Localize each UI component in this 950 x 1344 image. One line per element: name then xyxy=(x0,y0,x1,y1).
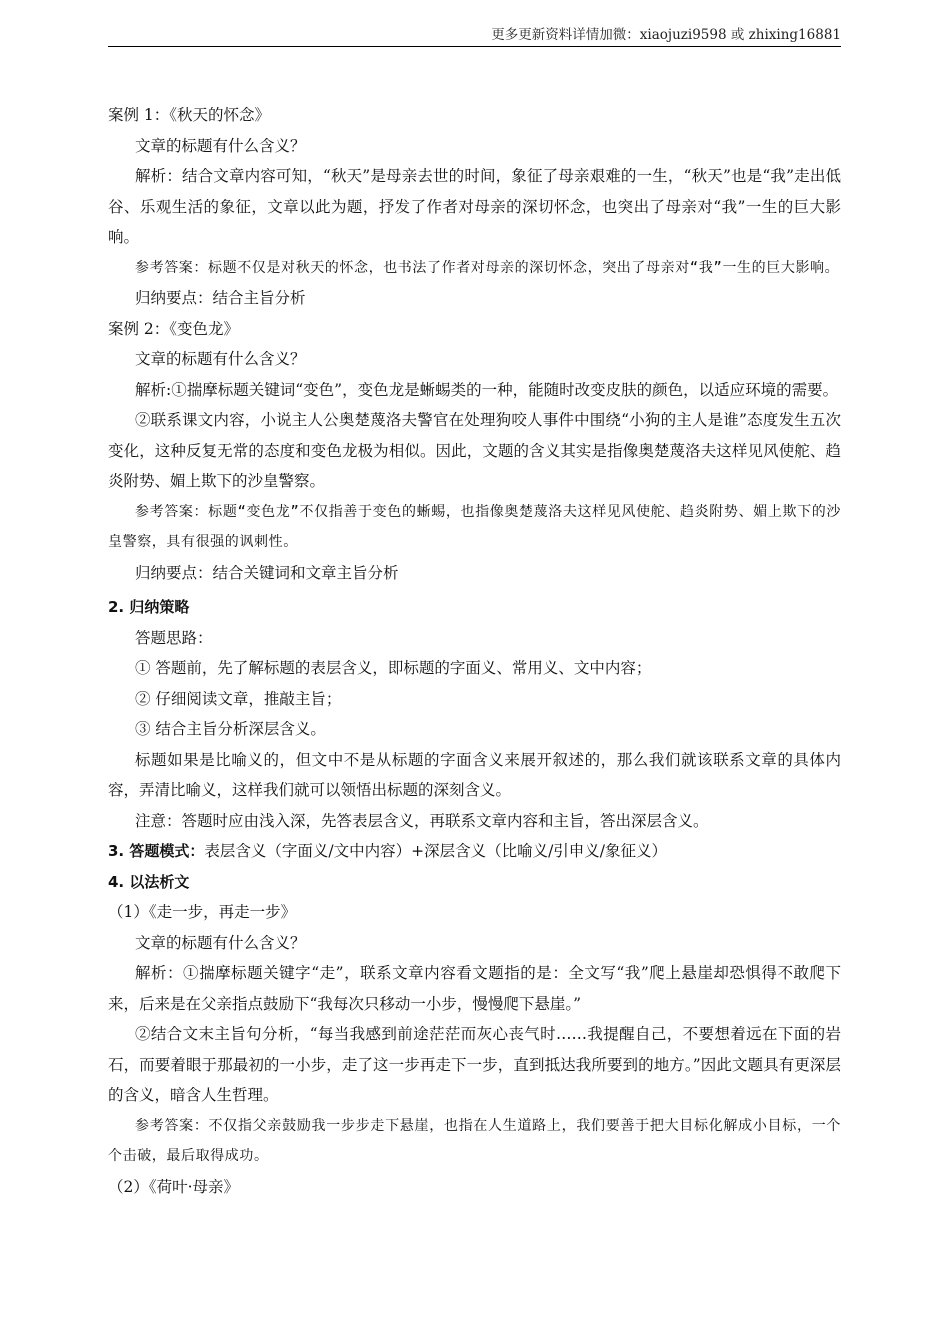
section3-line xyxy=(108,836,841,867)
section2-heading: 2. 归纳策略 xyxy=(108,598,190,616)
section4-item2-title: （2）《荷叶·母亲》 xyxy=(108,1177,240,1196)
section4-item1-analysis-1: 解析：①揣摩标题关键字“走”，联系文章内容看文题指的是：全文写“我”爬上悬崖却恐惧得不敢爬下来，后来是在父亲指点鼓励下“我每次只移动一小步，慢慢爬下悬崖。” xyxy=(108,964,841,1013)
header-text: 更多更新资料详情加微：xiaojuzi9598 或 zhixing16881 xyxy=(491,27,841,43)
case1-answer: 参考答案：标题不仅是对秋天的怀念，也书法了作者对母亲的深切怀念，突出了母亲对“我”一生的巨大影响。 xyxy=(135,259,840,276)
case2-analysis-1: 解析:①揣摩标题关键词“变色”，变色龙是蜥蜴类的一种，能随时改变皮肤的颜色，以适应环境的需要。 xyxy=(135,380,839,399)
case2-analysis-2: ②联系课文内容，小说主人公奥楚蔑洛夫警官在处理狗咬人事件中围绕“小狗的主人是谁”态度发生五次变化，这种反复无常的态度和变色龙极为相似。因此，文题的含义其实是指像奥楚蔑洛夫这样见风使舵、趋炎附势、媚上欺下的沙皇警察。 xyxy=(108,411,841,490)
section2-step-1: ① 答题前，先了解标题的表层含义，即标题的字面义、常用义、文中内容； xyxy=(135,659,652,677)
document-body xyxy=(108,100,841,1202)
section4-item1-analysis-2: ②结合文末主旨句分析，“每当我感到前途茫茫而灰心丧气时……我提醒自己，不要想着远在下面的岩石，而要着眼于那最初的一小步，走了这一步再走下一步，直到抵达我所要到的地方。”因此文题具有更深层的含义，暗含人生哲理。 xyxy=(108,1025,841,1104)
case2-title: 案例 2：《变色龙》 xyxy=(108,319,240,338)
section4-heading: 4. 以法析文 xyxy=(108,872,190,891)
section2-intro: 答题思路： xyxy=(135,628,213,647)
page-header xyxy=(108,22,841,47)
case2-point: 归纳要点：结合关键词和文章主旨分析 xyxy=(135,563,399,582)
section3-text: 表层含义（字面义/文中内容）+深层含义（比喻义/引申义/象征义） xyxy=(204,842,668,860)
section2-note: 注意：答题时应由浅入深，先答表层含义，再联系文章内容和主旨，答出深层含义。 xyxy=(135,811,709,830)
section4-item1-question: 文章的标题有什么含义？ xyxy=(135,933,306,952)
case2-question: 文章的标题有什么含义？ xyxy=(135,350,306,368)
case2-answer: 参考答案：标题“变色龙”不仅指善于变色的蜥蜴，也指像奥楚蔑洛夫这样见风使舵、趋炎附势、媚上欺下的沙皇警察，具有很强的讽刺性。 xyxy=(108,503,841,550)
case1-title: 案例 1：《秋天的怀念》 xyxy=(108,106,271,124)
section3-heading: 3. 答题模式： xyxy=(108,842,205,860)
case1-point: 归纳要点：结合主旨分析 xyxy=(135,289,306,307)
section2-step-3: ③ 结合主旨分析深层含义。 xyxy=(135,720,326,738)
section2-paragraph: 标题如果是比喻义的，但文中不是从标题的字面含义来展开叙述的，那么我们就该联系文章的具体内容，弄清比喻义，这样我们就可以领悟出标题的深刻含义。 xyxy=(108,750,841,799)
section4-item1-answer: 参考答案：不仅指父亲鼓励我一步步走下悬崖，也指在人生道路上，我们要善于把大目标化解成小目标，一个个击破，最后取得成功。 xyxy=(108,1117,841,1164)
section4-item1-title: （1）《走一步，再走一步》 xyxy=(108,903,297,921)
case1-analysis: 解析：结合文章内容可知，“秋天”是母亲去世的时间，象征了母亲艰难的一生，“秋天”也是“我”走出低谷、乐观生活的象征，文章以此为题，抒发了作者对母亲的深切怀念，也突出了母亲对“我”一生的巨大影响。 xyxy=(108,167,841,246)
section2-step-2: ② 仔细阅读文章，推敲主旨； xyxy=(135,689,342,708)
case1-question: 文章的标题有什么含义？ xyxy=(135,136,306,155)
